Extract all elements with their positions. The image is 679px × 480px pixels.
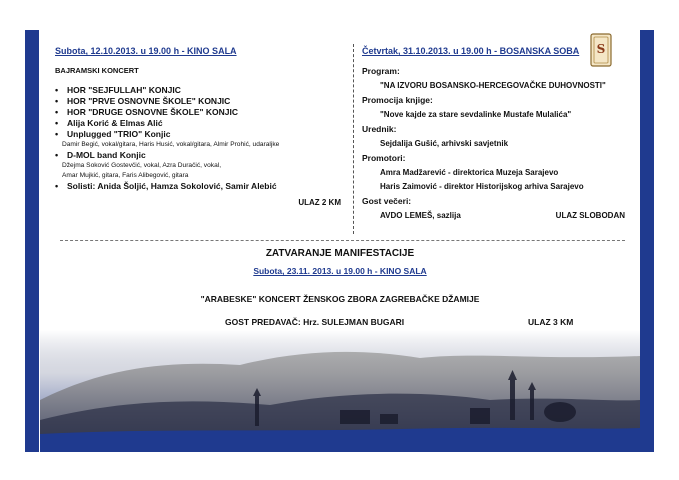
left-event xyxy=(55,46,355,207)
gost-row xyxy=(362,210,637,221)
closing-concert: "ARABESKE" KONCERT ŽENSKOG ZBORA ZAGREBAČKE DŽAMIJE xyxy=(200,294,480,304)
promocija-value: "Nove kajde za stare sevdalinke Mustafe Mulalića" xyxy=(380,110,572,119)
promocija-label: Promocija knjige: xyxy=(362,95,433,105)
book-logo-icon xyxy=(590,33,612,67)
left-entry-fee: ULAZ 2 KM xyxy=(298,198,341,207)
performer-item: • D-MOL band Konjic xyxy=(55,150,355,161)
performer-list-3 xyxy=(55,181,355,192)
performer-list-2 xyxy=(55,150,355,161)
program-label: Program: xyxy=(362,66,400,76)
performer-item: • Unplugged "TRIO" Konjic xyxy=(55,129,355,140)
urednik-label: Urednik: xyxy=(362,124,397,134)
gost-value: AVDO LEMEŠ, sazlija xyxy=(380,211,461,220)
city-panorama-illustration xyxy=(40,330,640,452)
performer-item: • HOR "DRUGE OSNOVNE ŠKOLE" KONJIC xyxy=(55,107,355,118)
trio-members: Damir Begić, vokal/gitara, Haris Husić, vokal/gitara, Almir Prohić, udaraljke xyxy=(62,141,280,148)
logo-letter: S xyxy=(596,42,606,56)
right-entry-fee: ULAZ SLOBODAN xyxy=(555,211,625,220)
promotor-2: Haris Zaimović - direktor Historijskog arhiva Sarajevo xyxy=(380,182,584,191)
left-event-date: Subota, 12.10.2013. u 19.00 h - KINO SALA xyxy=(55,46,237,56)
dmol-members-line-2: Amar Mujkić, gitara, Faris Alibegović, gitara xyxy=(62,172,189,179)
horizontal-divider xyxy=(60,240,625,241)
guest-label: GOST PREDAVAČ: xyxy=(225,317,301,327)
right-blue-border xyxy=(640,30,654,452)
poster-card xyxy=(40,30,640,452)
closing-entry-fee: ULAZ 3 KM xyxy=(528,317,574,327)
performer-item: • Alija Korić & Elmas Alić xyxy=(55,118,355,129)
gost-label: Gost večeri: xyxy=(362,196,412,206)
closing-title: ZATVARANJE MANIFESTACIJE xyxy=(265,248,415,259)
performer-list xyxy=(55,85,355,140)
left-event-title: BAJRAMSKI KONCERT xyxy=(55,66,139,75)
promotor-1: Amra Madžarević - direktorica Muzeja Sarajevo xyxy=(380,168,559,177)
promotori-label: Promotori: xyxy=(362,153,406,163)
performer-item: • HOR "SEJFULLAH" KONJIC xyxy=(55,85,355,96)
dmol-members-line-1: Džejma Soković Gostevčić, vokal, Azra Duračić, vokal, xyxy=(62,162,222,169)
right-event xyxy=(362,46,637,221)
guest-lecturer xyxy=(225,317,404,327)
right-event-date: Četvrtak, 31.10.2013. u 19.00 h - BOSANSKA SOBA xyxy=(362,46,580,56)
guest-name: Hrz. SULEJMAN BUGARI xyxy=(303,317,405,327)
soloists-item: • Solisti: Anida Šoljić, Hamza Sokolović, Samir Alebić xyxy=(55,181,355,192)
performer-item: • HOR "PRVE OSNOVNE ŠKOLE" KONJIC xyxy=(55,96,355,107)
closing-date: Subota, 23.11. 2013. u 19.00 h - KINO SALA xyxy=(253,266,427,276)
program-value: "NA IZVORU BOSANSKO-HERCEGOVAČKE DUHOVNOSTI" xyxy=(380,81,606,90)
urednik-value: Sejdalija Gušić, arhivski savjetnik xyxy=(380,139,509,148)
left-blue-border xyxy=(25,30,39,452)
